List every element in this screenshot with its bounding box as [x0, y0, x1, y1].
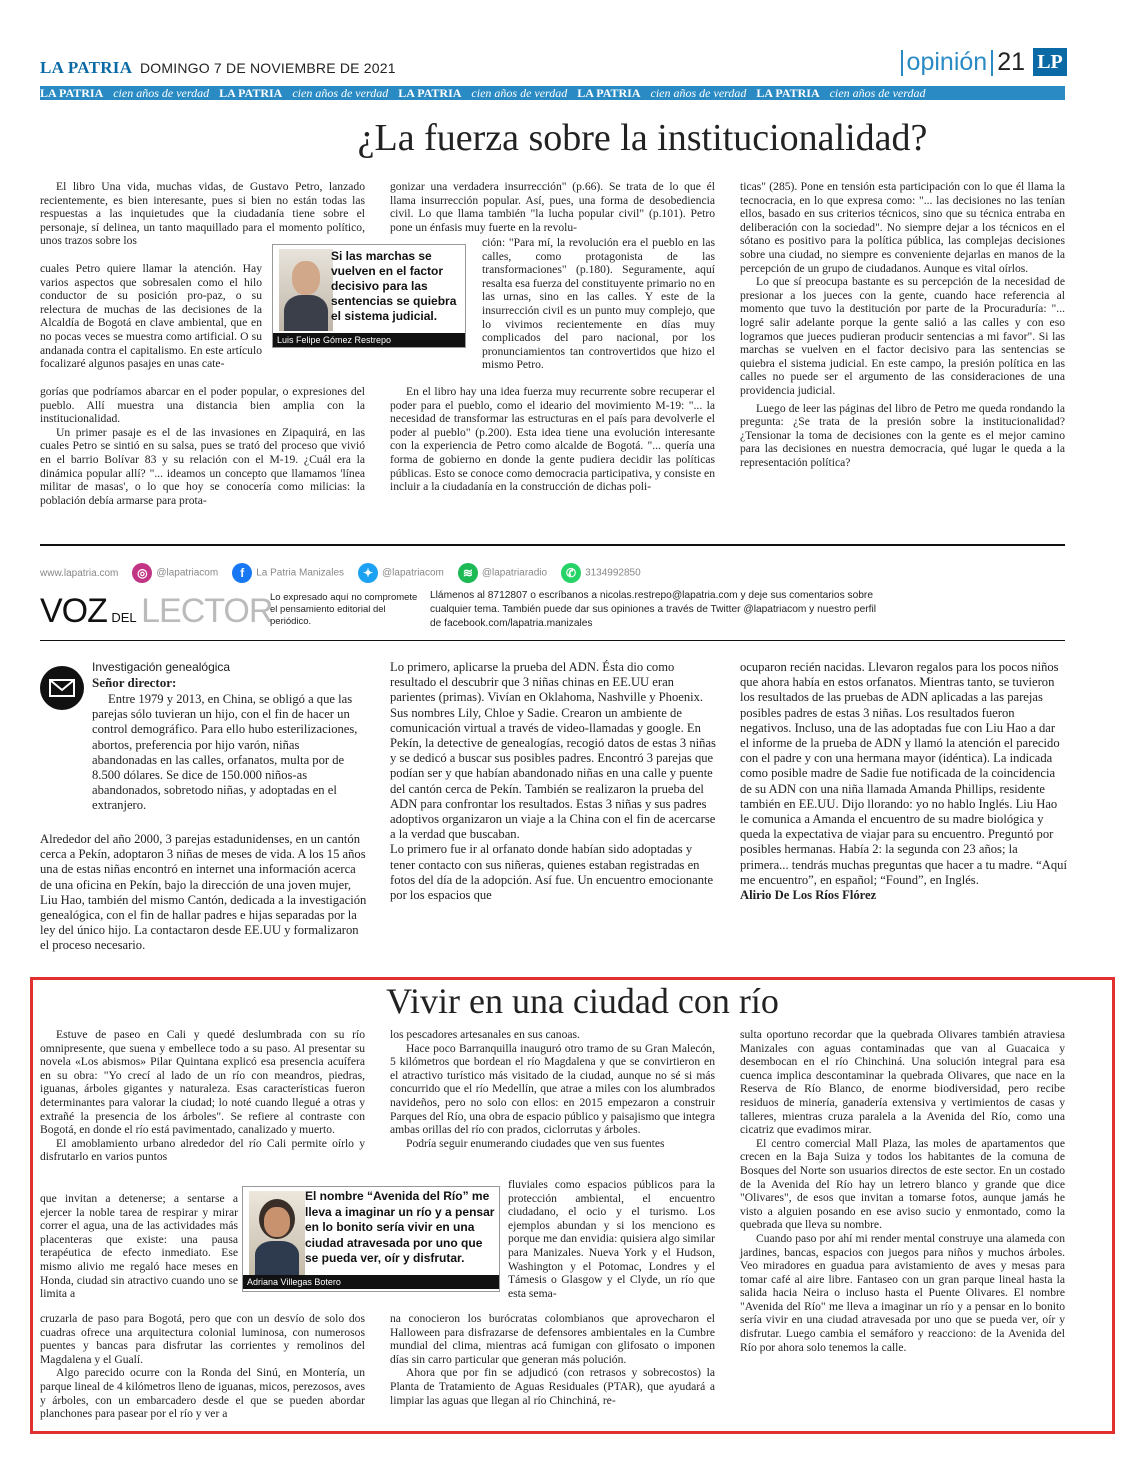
website-link[interactable]: www.lapatria.com — [40, 567, 119, 579]
pull-quote: Si las marchas se vuelven en el factor decisivo para las sentencias se quiebra el sistema judicial. — [331, 249, 457, 323]
paragraph: El libro Una vida, muchas vidas, de Gustavo Petro, lanzado recientemente, es bien interesante, pues si bien no están todas las respuestas a las inquietudes que la ciudadanía tiene sobre el personaje, sí delinea, un tanto maquillado para el momento político, unos trazos sobre los — [40, 180, 365, 248]
article-title: Vivir en una ciudad con río — [386, 981, 779, 1021]
article-column-1 — [40, 180, 365, 248]
facebook-handle: La Patria Manizales — [256, 567, 345, 579]
author-photo-box — [242, 1186, 500, 1292]
facebook-icon: f — [232, 563, 252, 583]
whatsapp-number: 3134992850 — [585, 567, 641, 579]
pull-quote: El nombre “Avenida del Río” me lleva a imaginar un río y a pensar en lo bonito sería vivir en una ciudad atravesada por uno que se pueda ver, oír y disfrutar. — [305, 1189, 495, 1265]
paragraph: Cuando paso por ahí mi render mental construye una alameda con jardines, bancas, espacios con juegos para niños y muchos árboles. Veo miradores en guadua para avistamiento de aves y mesas para tomar café al aire libre. Fantaseo con un gran parque lineal hasta la salida hacia Neira o incluso hasta el Puente Olivares. El nombre "Avenida del Río" me lleva a imaginar un río y a pensar en lo bonito sería vivir en una ciudad atravesada por uno que se pueda ver, oír y disfrutar. Luego cambia el semáforo y reacciono: de la Avenida del Río por ahora solo tenemos la calle. — [740, 1231, 1065, 1354]
article2-column-1 — [40, 1028, 365, 1164]
voz-word: VOZ — [40, 592, 107, 630]
author-photo — [249, 1191, 305, 1275]
divider — [991, 50, 993, 76]
voz-del-lector-title — [40, 592, 272, 631]
paragraph: El amoblamiento urbano alrededor del río Cali permite oírlo y disfrutarlo en varios puntos — [40, 1136, 365, 1164]
spotify-handle: @lapatriaradio — [481, 567, 548, 579]
paragraph: Algo parecido ocurre con la Ronda del Sinú, en Montería, un parque lineal de 4 kilómetros lleno de iguanas, micos, perezosos, aves y árboles, con un embarcadero desde el que se pueden abordar planchones para pasear por el río y ver a — [40, 1366, 365, 1421]
paragraph: cruzarla de paso para Bogotá, pero que con un desvío de solo dos cuadras ofrece una arquitectura colonial luminosa, con numerosos puentes y bancas para disfrutar las corrientes y remolinos del Magdalena y el Gualí. — [40, 1312, 365, 1366]
article2-column-2-wrap — [508, 1178, 715, 1300]
band-logo: LA PATRIA — [577, 86, 641, 100]
section-divider — [40, 544, 1065, 546]
article-column-2-wrap — [482, 236, 715, 372]
paragraph: Luego de leer las páginas del libro de Petro me queda rondando la pregunta: ¿Se trata de la presión sobre la institucionalidad? ¿Tensionar la toma de decisiones con la gente es el mejor camino para las decisiones en nuestra democracia, qué lugar le queda a la representación política? — [740, 401, 1065, 469]
lector-word: LECTOR — [141, 592, 273, 630]
paragraph: El centro comercial Mall Plaza, las moles de apartamentos que crecen en la Baja Suiza y todos los habitantes de la comuna de Bosques del Norte son usuarios directos de este sector. En un costado de la Avenida del Río hay un letrero blanco y grande que dice "Olivares", de esos que invitan a tomarse fotos, aunque jamás he visto a alguien posando en ese aviso sucio y enmontado, como la quebrada que lleva su nombre. — [740, 1136, 1065, 1232]
paragraph: Ahora que por fin se adjudicó (con retrasos y sobrecostos) la Planta de Tratamiento de Aguas Residuales (PTAR), que ayudará a limpiar las aguas que llegan al río Chinchiná, re- — [390, 1366, 715, 1407]
band-slogan: cien años de verdad — [471, 86, 568, 100]
paragraph: ocuparon recién nacidas. Llevaron regalos para los pocos niños que ahora había en estos orfanatos. Mientras tanto, se tuvieron los resultados de las pruebas de ADN aplicadas a las parejas posibles padres de estas 3 niñas. Los resultados fueron negativos. Incluso, una de las adoptadas fue con Liu Hao a dar el informe de la prueba de ADN y llamó la atención el parecido con el padre y con una hermana mayor (idéntica). La indicada como posible madre de Sadie fue notificada de la coincidencia de su ADN con una niña llamada Amanda Phillips, residente también en EE.UU. Dijo llorando: yo no hablo Inglés. Liu Hao le comunica a Amanda el encuentro de su madre biológica y queda la expectativa de viajar para su encuentro. Preguntó por posibles hermanas. Había 2: la segunda con 23 años; la primera... tendrás muchas preguntas que hacer a tu madre. “Aquí me encuentro”, en español; “Found”, en Inglés. — [740, 660, 1067, 887]
band-logo: LA PATRIA — [219, 86, 283, 100]
article-title: ¿La fuerza sobre la institucionalidad? — [357, 117, 928, 159]
article-column-1-wrap — [40, 262, 262, 371]
letter-column-2 — [390, 660, 717, 903]
author-name: Adriana Villegas Botero — [243, 1275, 499, 1289]
band-logo: LA PATRIA — [398, 86, 462, 100]
article-column-2-bottom — [390, 385, 715, 494]
paragraph: ticas" (285). Pone en tensión esta participación con lo que él llama la tecnocracia, en lo que expresa como: "... las decisiones no las tenían ellos, basado en sus criterios técnicos, sino que su técnica entraba en deliberación con la sociedad". No siempre dejar a los técnicos en el sótano es positivo para la política pública, las complejas decisiones sobre una ciudad, no siempre es conveniente dejarlas en manos de la percepción de un grupo de ciudadanos. Aunque es vital oírlos. — [740, 180, 1065, 275]
letter-salutation: Señor director: — [92, 675, 177, 690]
divider — [901, 50, 903, 76]
paragraph: Podría seguir enumerando ciudades que ven sus fuentes — [406, 1136, 665, 1150]
page-number: 21 — [997, 48, 1025, 76]
section-header — [901, 48, 1025, 77]
section-name: opinión — [906, 48, 988, 76]
article-column-2 — [390, 180, 715, 234]
twitter-handle: @lapatriacom — [382, 567, 444, 579]
paragraph: que invitan a detenerse; a sentarse a ejercer la noble tarea de respirar y mirar correr el agua, una de las actividades más placenteras que existe: una pausa terapéutica de efecto inmediato. Ese mismo alivio me regaló hace meses en Honda, ciudad sin atractivo cuando uno se limita a — [40, 1192, 238, 1301]
article-column-1-bottom — [40, 385, 365, 507]
disclaimer: Lo expresado aquí no compromete el pensamiento editorial del periódico. — [270, 592, 418, 627]
paragraph: Un primer pasaje es el de las invasiones en Zipaquirá, en las cuales Petro se sintió en su salsa, pues se trató del proceso que vivió en el barrio Bolívar 83 y su relación con el M-19. ¿Cuál era la dinámica popular allí? "... ideamos un concepto que llamamos 'línea militar de masas', o lo que hoy se conocería como milicias: la población debía armarse para prota- — [40, 425, 365, 507]
letter-signature: Alirio De Los Ríos Flórez — [740, 888, 877, 903]
slogan-band — [40, 86, 1065, 100]
paragraph: sulta oportuno recordar que la quebrada Olivares también atraviesa Manizales con aguas contaminadas que van al Guacaica y desembocan en el río Chinchiná. Una solución integral para esa cuenca implica descontaminar la quebrada Olivares, que nace en la Reserva de Río Blanco, de enorme biodiversidad, pero recibe residuos de minería, ganadería extensiva y vertimientos de casas y talleres, mientras cruza paralela a la Avenida del Río, como una cicatriz que evadimos mirar. — [740, 1028, 1065, 1137]
paragraph: fluviales como espacios públicos para la protección ambiental, el encuentro ciudadano, el ocio y el turismo. Los ejemplos abundan y si los menciono es porque me dan envidia: quisiera algo similar para Manizales. Nueva York y el Hudson, Washington y el Potomac, Londres y el Támesis o Glasgow y el Clyde, un río que esta sema- — [508, 1178, 715, 1300]
whatsapp-icon: ✆ — [561, 563, 581, 583]
twitter-link[interactable] — [358, 563, 444, 583]
paragraph: ción: "Para mí, la revolución era el pueblo en las calles, como protagonista de las transformaciones" (p.180). Seguramente, aquí resalta esa fuerza del constituyente primario no en las urnas, sino en las calles. Y este de la insurrección civil es un punto muy complejo, que lo vivimos recientemente en días muy complicados del paro nacional, por los pronunciamientos tan controvertidos que hizo el mismo Petro. — [482, 236, 715, 372]
article2-column-1-bottom — [40, 1312, 365, 1421]
spotify-link[interactable] — [458, 563, 547, 583]
letter-column-1 — [40, 712, 367, 954]
contact-info: Llámenos al 8712807 o escríbanos a nicolas.restrepo@lapatria.com y deje sus comentarios sobre cualquier tema. También puede dar sus opiniones a través de Twitter @lapatriacom y nuestro perfil de facebook.com/lapatria.manizales — [430, 590, 876, 629]
lp-badge: LP — [1033, 48, 1067, 76]
newspaper-logo: LA PATRIA — [40, 58, 133, 77]
paragraph: Lo primero, aplicarse la prueba del ADN. Ésta dio como resultado el descubrir que 3 niñas chinas en EE.UU eran parientes (primas). Vivían en Oklahoma, Nashville y Phoenix. Sus nombres Lily, Chloe y Sadie. Crearon un ambiente de comunicación virtual a través de video-llamadas y google. En Pekín, la detective de genealogías, recogió datos de estas 3 niñas y se dedicó a buscar sus posibles padres. Encontró 3 parejas que podían ser y que habían abandonado niñas en una calle y puente del cantón cerca de Pekín. También se realizaron la prueba del ADN para confrontar los resultados. Estas 3 niñas y sus padres adoptivos organizaron un viaje a la China con el fin de acercarse a la verdad que buscaban. — [390, 660, 716, 842]
article2-column-2 — [390, 1028, 715, 1150]
issue-date: DOMINGO 7 DE NOVIEMBRE DE 2021 — [140, 60, 396, 76]
paragraph: Hace poco Barranquilla inauguró otro tramo de su Gran Malecón, 5 kilómetros que bordean el río Magdalena y que se convirtieron en el atractivo turístico más visitado de la ciudad, aunque no sé si más concurrido que el río Medellín, que atrae a miles con los alumbrados navideños, pero no solo con ellos: en 2015 empezaron a construir Parques del Río, una obra de espacio público y paisajismo que integra ambas orillas del río con prados, ciclorrutas y árboles. — [390, 1041, 715, 1137]
facebook-link[interactable] — [232, 563, 344, 583]
article-column-3 — [740, 180, 1065, 469]
band-logo: LA PATRIA — [756, 86, 820, 100]
paragraph: En el libro hay una idea fuerza muy recurrente sobre recuperar el poder para el pueblo, como el ideario del movimiento M-19: "... la necesidad de transformar las estructuras en el país para devolverle el poder al pueblo" (p.200). Esta idea tiene una evolución interesante con la experiencia de Petro como alcalde de Bogotá. "... quería una forma de gobierno en donde la gente pudiera decidir las políticas públicas. Esto se conoce como democracia participativa, y consiste en incluir a la ciudadanía en la construcción de dichas poli- — [390, 385, 715, 494]
paragraph: los pescadores artesanales en sus canoas. — [390, 1028, 580, 1041]
mail-icon — [40, 666, 84, 710]
paragraph: gorías que podríamos abarcar en el poder popular, o expresiones del pueblo. Allí muestra una distancia bien amplia con la institucionalidad. — [40, 385, 365, 426]
band-slogan: cien años de verdad — [292, 86, 389, 100]
whatsapp-link[interactable] — [561, 563, 641, 583]
band-slogan: cien años de verdad — [650, 86, 747, 100]
band-logo: LA PATRIA — [40, 86, 104, 100]
article2-column-1-wrap — [40, 1192, 238, 1301]
paragraph: Lo primero fue ir al orfanato donde habían sido adoptadas y tener contacto con sus niñeras, quienes estaban registradas en fotos del día de la adopción. Así fue. Un encuentro emocionante por los espacios que — [390, 842, 714, 903]
instagram-icon: ◎ — [132, 563, 152, 583]
section-divider — [40, 640, 1065, 641]
paragraph: Alrededor del año 2000, 3 parejas estadunidenses, en un cantón cerca a Pekín, adoptaron 3 niñas de meses de vida. A los 15 años una de estas niñas encontró en internet una información acerca de una oficina en Pekín, bajo la dirección de una joven mujer, Liu Hao, también del mismo Cantón, dedicada a la investigación genealógica, con el fin de hallar padres e hijas separadas por la ley del único hijo. La contactaron desde EE.UU y formalizaron el proceso necesario. — [40, 832, 367, 953]
article2-column-2-bottom — [390, 1312, 715, 1407]
article2-column-3 — [740, 1028, 1065, 1354]
social-bar — [40, 562, 1065, 584]
author-name: Luis Felipe Gómez Restrepo — [273, 333, 465, 347]
paragraph: na conocieron los burócratas colombianos que aprovecharon el Halloween para disfrazarse de defensores ambientales en la Cumbre mundial del clima, mientras acá fumigan con glifosato o imponen días sin carro particular que generan más polución. — [390, 1312, 715, 1366]
paragraph: gonizar una verdadera insurrección" (p.66). Se trata de lo que él llama insurrección popular. Así, pues, una forma de desobediencia civil. Lo que llama también "la lucha popular civil" (p.101). Petro pone un énfasis muy fuerte en la revolu- — [390, 180, 715, 234]
paragraph: Lo que sí preocupa bastante es su percepción de la necesidad de presionar a los jueces con la gente, cuando hace referencia al momento que tuvo la destitución por parte de la Procuraduría: "... logré salir adelante porque la gente salió a las calles y con eso logramos que jueces pudieran producir sentencias a mi favor". Si las marchas se vuelven en el factor decisivo para las sentencias se quiebra el sistema judicial. En este campo, la presión política en las calles no puede ser el argumento de las consideraciones de una providencia judicial. — [740, 275, 1065, 397]
twitter-icon: ✦ — [358, 563, 378, 583]
band-slogan: cien años de verdad — [829, 86, 926, 100]
paragraph: Estuve de paseo en Cali y quedé deslumbrada con su río omnipresente, que suena y embellece todo a su paso. Al presentar su novela «Los abismos» Pilar Quintana explicó esa presencia acuífera en su obra: "Yo crecí al lado de un río con meandros, piedras, iguanas, árboles gigantes y naturaleza. Esas características fueron determinantes para valorar la ciudad; lo noté cuando llegué a otras y extrañé la presencia de los árboles". Se refiere al contraste con Bogotá, en donde el río está pavimentado, canalizado y muerto. — [40, 1028, 365, 1137]
author-photo-box — [272, 244, 466, 348]
paragraph: Entre 1979 y 2013, en China, se obligó a que las parejas sólo tuvieran un hijo, con el fin de hacer un control demográfico. Para ello hubo esterilizaciones, abortos, preferencia por hijo varón, niñas abandonadas en las calles, orfanatos, multa por de 8.500 dólares. Se dice de 150.000 niños-as abandonados, sobretodo niñas, y adoptadas en el extranjero. — [92, 692, 358, 813]
instagram-handle: @lapatriacom — [156, 567, 219, 579]
del-word: DEL — [111, 610, 137, 625]
letter-column-3 — [740, 660, 1067, 903]
paragraph: cuales Petro quiere llamar la atención. Hay varios aspectos que sobresalen como el hilo conductor de su posición pro-paz, o su relectura de muchas de las decisiones de la Alcaldía de Bogotá en clave ambiental, que en no pocas veces se muestra como artificial. O su andanada contra el capitalismo. En este artículo focalizaré algunos pasajes en unas cate- — [40, 262, 262, 371]
letter-topic: Investigación genealógica — [92, 660, 231, 674]
author-photo — [279, 249, 333, 331]
instagram-link[interactable] — [132, 563, 218, 583]
band-slogan: cien años de verdad — [113, 86, 210, 100]
spotify-icon: ≋ — [458, 563, 478, 583]
